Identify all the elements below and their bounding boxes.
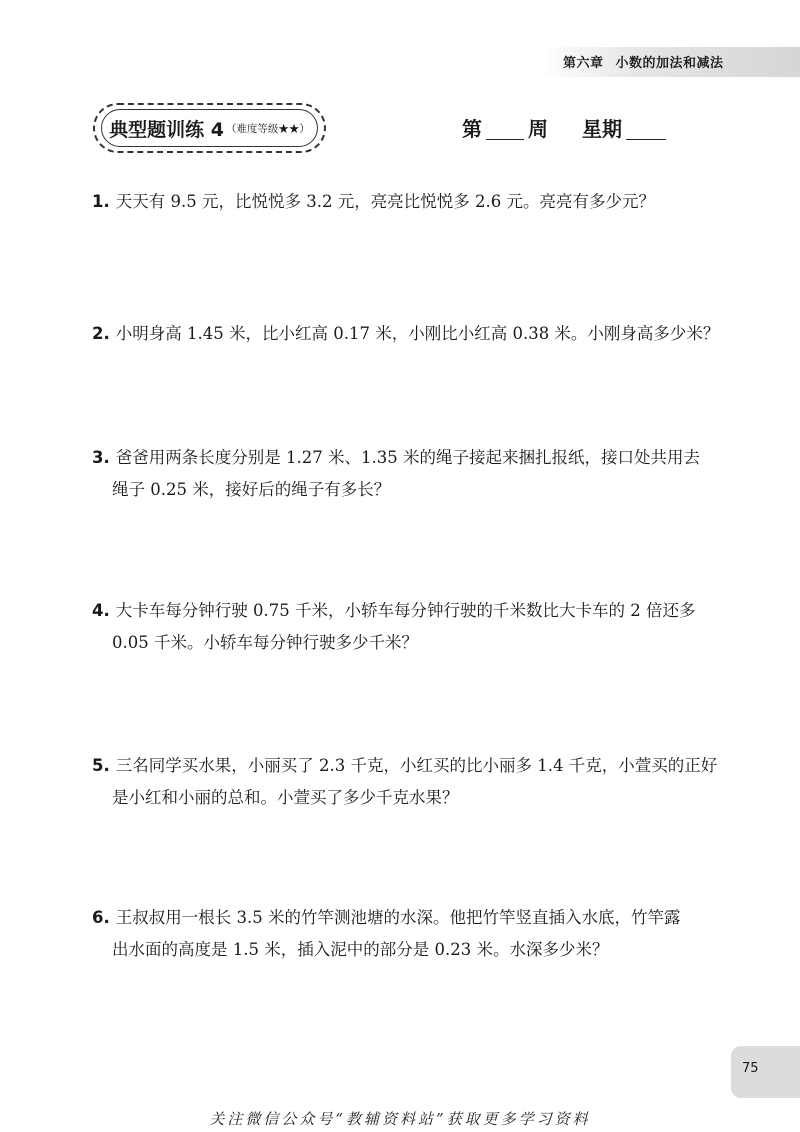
exercise-title-box: [93, 103, 326, 153]
question-4: [92, 595, 732, 659]
week-prefix: 第: [462, 117, 482, 141]
question-text: 小明身高 1.45 米，比小红高 0.17 米，小刚比小红高 0.38 米。小刚身高多少米？: [115, 324, 720, 343]
question-number: 2.: [92, 324, 110, 343]
question-text: 出水面的高度是 1.5 米，插入泥中的部分是 0.23 米。水深多少米？: [112, 940, 609, 959]
exercise-title-inner: [101, 109, 318, 147]
page-number: 75: [742, 1061, 759, 1076]
question-text: 绳子 0.25 米，接好后的绳子有多长？: [112, 480, 391, 499]
question-number: 6.: [92, 908, 110, 927]
question-number: 4.: [92, 601, 110, 620]
question-number: 3.: [92, 448, 110, 467]
question-1: [92, 186, 732, 218]
question-3: [92, 442, 732, 506]
question-text: 大卡车每分钟行驶 0.75 千米，小轿车每分钟行驶的千米数比大卡车的 2 倍还多: [115, 601, 696, 620]
footer-note: 关注微信公众号“教辅资料站”获取更多学习资料: [209, 1110, 591, 1128]
question-5: [92, 750, 732, 814]
chapter-header: [563, 52, 724, 71]
chapter-title: 小数的加法和减法: [615, 56, 724, 71]
weekday-blank[interactable]: [626, 119, 666, 140]
question-text: 三名同学买水果，小丽买了 2.3 千克，小红买的比小丽多 1.4 千克，小萱买的正好: [115, 756, 718, 775]
question-text: 王叔叔用一根长 3.5 米的竹竿测池塘的水深。他把竹竿竖直插入水底，竹竿露: [115, 908, 681, 927]
question-2: [92, 318, 732, 350]
question-text: 0.05 千米。小轿车每分钟行驶多少千米？: [112, 633, 418, 652]
question-number: 5.: [92, 756, 110, 775]
chapter-number: 第六章: [563, 56, 604, 71]
question-text: 天天有 9.5 元，比悦悦多 3.2 元，亮亮比悦悦多 2.6 元。亮亮有多少元？: [115, 192, 655, 211]
question-number: 1.: [92, 192, 110, 211]
difficulty-level: （难度等级★★）: [225, 122, 310, 135]
weekday-label: 星期: [582, 117, 622, 141]
question-text: 爸爸用两条长度分别是 1.27 米、1.35 米的绳子接起来捆扎报纸，接口处共用去: [115, 448, 700, 467]
exercise-title: 典型题训练 4: [109, 118, 224, 141]
question-text: 是小红和小丽的总和。小萱买了多少千克水果？: [112, 788, 459, 807]
question-6: [92, 902, 732, 966]
week-blank[interactable]: [486, 119, 524, 140]
week-day-line: [462, 113, 670, 142]
week-label: 周: [528, 117, 548, 141]
